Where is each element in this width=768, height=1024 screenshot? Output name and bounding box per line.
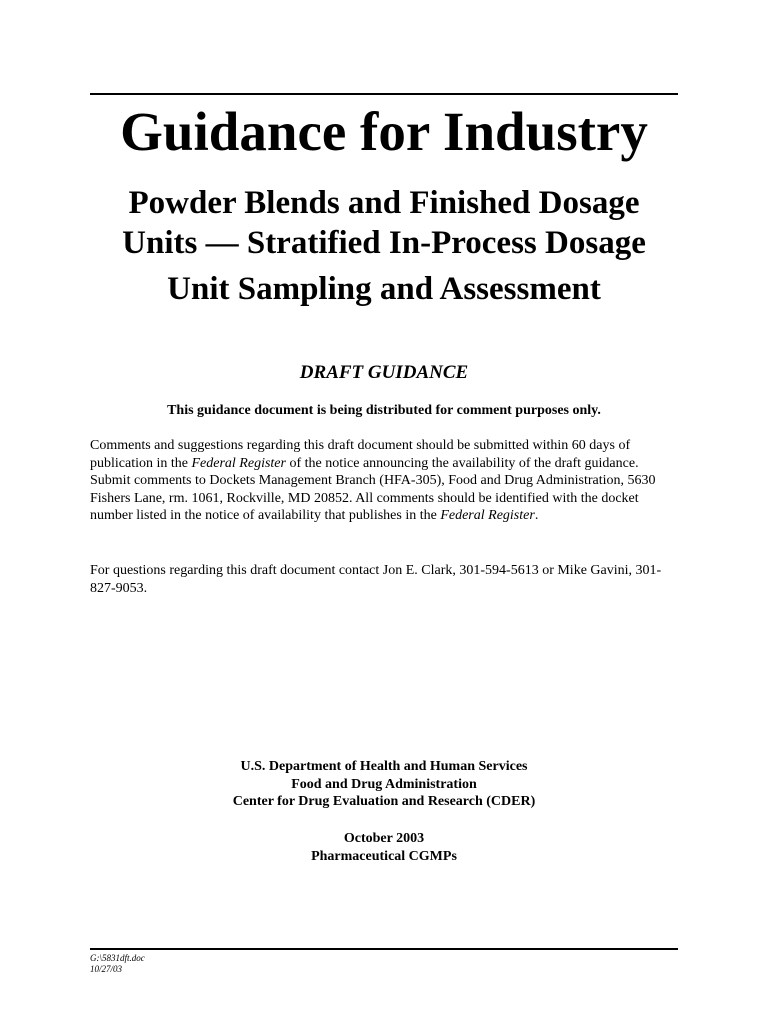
subtitle-line-3: Unit Sampling and Assessment bbox=[167, 271, 601, 307]
federal-register-reference-1: Federal Register bbox=[191, 455, 286, 471]
comments-text-1: Comments and suggestions regarding this draft document should be submitted within 60 days of publication in the bbox=[90, 438, 631, 471]
footer bbox=[90, 953, 145, 975]
purpose-statement: This guidance document is being distributed for comment purposes only. bbox=[167, 403, 601, 418]
agency-block bbox=[0, 758, 768, 811]
contact-paragraph: For questions regarding this draft document contact Jon E. Clark, 301-594-5613 or Mike Gavini, 301-827-9053. bbox=[90, 563, 662, 596]
federal-register-reference-2: Federal Register bbox=[440, 508, 535, 523]
agency-fda: Food and Drug Administration bbox=[291, 776, 477, 792]
footer-date: 10/27/03 bbox=[90, 964, 123, 974]
document-title: Guidance for Industry bbox=[120, 101, 648, 162]
publication-date: October 2003 bbox=[343, 831, 425, 846]
agency-cder: Center for Drug Evaluation and Research (CDER) bbox=[232, 794, 536, 809]
top-horizontal-rule bbox=[90, 93, 678, 95]
date-block bbox=[0, 830, 768, 865]
comments-text-3: . bbox=[534, 508, 539, 523]
footer-file-path: G:\5831dft.doc bbox=[90, 953, 145, 963]
subtitle-line-1: Powder Blends and Finished Dosage bbox=[128, 185, 640, 221]
draft-guidance-label: DRAFT GUIDANCE bbox=[299, 362, 469, 383]
comments-text-2: of the notice announcing the availability of the draft guidance. Submit comments to Dockets Management Branch (HFA-305), Food and Drug Administration, 5630 Fishers Lane, rm. 1061, Rockville, MD 20852. All comments should be identified with the docket number listed in the notice of availability that publishes in the bbox=[90, 455, 656, 523]
subtitle-line-2: Units — Stratified In-Process Dosage bbox=[122, 225, 646, 261]
comments-paragraph bbox=[90, 437, 680, 525]
document-category: Pharmaceutical CGMPs bbox=[311, 848, 457, 864]
bottom-horizontal-rule bbox=[90, 948, 678, 950]
agency-department: U.S. Department of Health and Human Services bbox=[240, 759, 528, 774]
document-subtitle bbox=[90, 183, 678, 309]
